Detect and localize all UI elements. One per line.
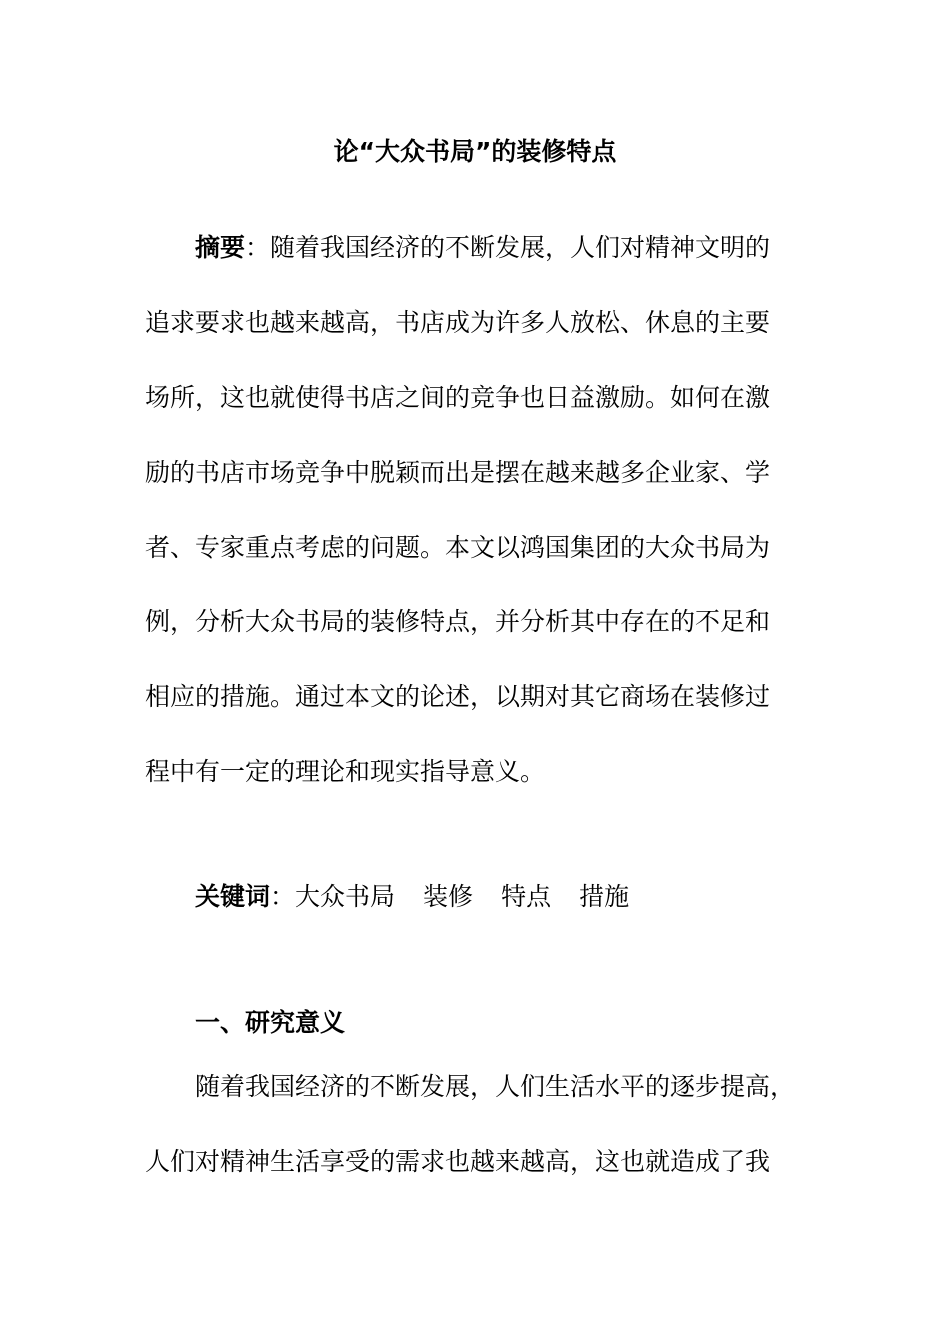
keywords-line	[195, 877, 629, 917]
keyword-item: 措施	[579, 882, 630, 911]
abstract-line-7: 相应的措施。通过本文的论述，以期对其它商场在装修过	[145, 682, 771, 711]
section-line-2: 人们对精神生活享受的需求也越来越高，这也就造成了我	[145, 1147, 771, 1176]
abstract-line-5: 者、专家重点考虑的问题。本文以鸿国集团的大众书局为	[145, 533, 771, 562]
section-heading: 一、研究意义	[195, 1008, 346, 1037]
keyword-item: 特点	[501, 882, 552, 911]
abstract-line-2: 追求要求也越来越高，书店成为许多人放松、休息的主要	[145, 308, 771, 337]
keywords-colon: ：	[270, 882, 296, 911]
abstract-label: 摘要	[195, 233, 246, 262]
document-title: 论“大众书局”的装修特点	[333, 137, 617, 166]
keyword-item: 装修	[423, 882, 474, 911]
section-line-1: 随着我国经济的不断发展，人们生活水平的逐步提高，	[195, 1072, 796, 1101]
abstract-line-1	[195, 228, 770, 268]
abstract-line-3: 场所，这也就使得书店之间的竞争也日益激励。如何在激	[145, 383, 771, 412]
keyword-item: 大众书局	[295, 882, 396, 911]
abstract-line-4: 励的书店市场竞争中脱颖而出是摆在越来越多企业家、学	[145, 458, 771, 487]
abstract-line-8: 程中有一定的理论和现实指导意义。	[145, 757, 546, 786]
abstract-text-1: 随着我国经济的不断发展，人们对精神文明的	[270, 233, 771, 262]
abstract-colon: ：	[245, 233, 271, 262]
abstract-line-6: 例，分析大众书局的装修特点，并分析其中存在的不足和	[145, 607, 771, 636]
keywords-label: 关键词	[195, 882, 271, 911]
